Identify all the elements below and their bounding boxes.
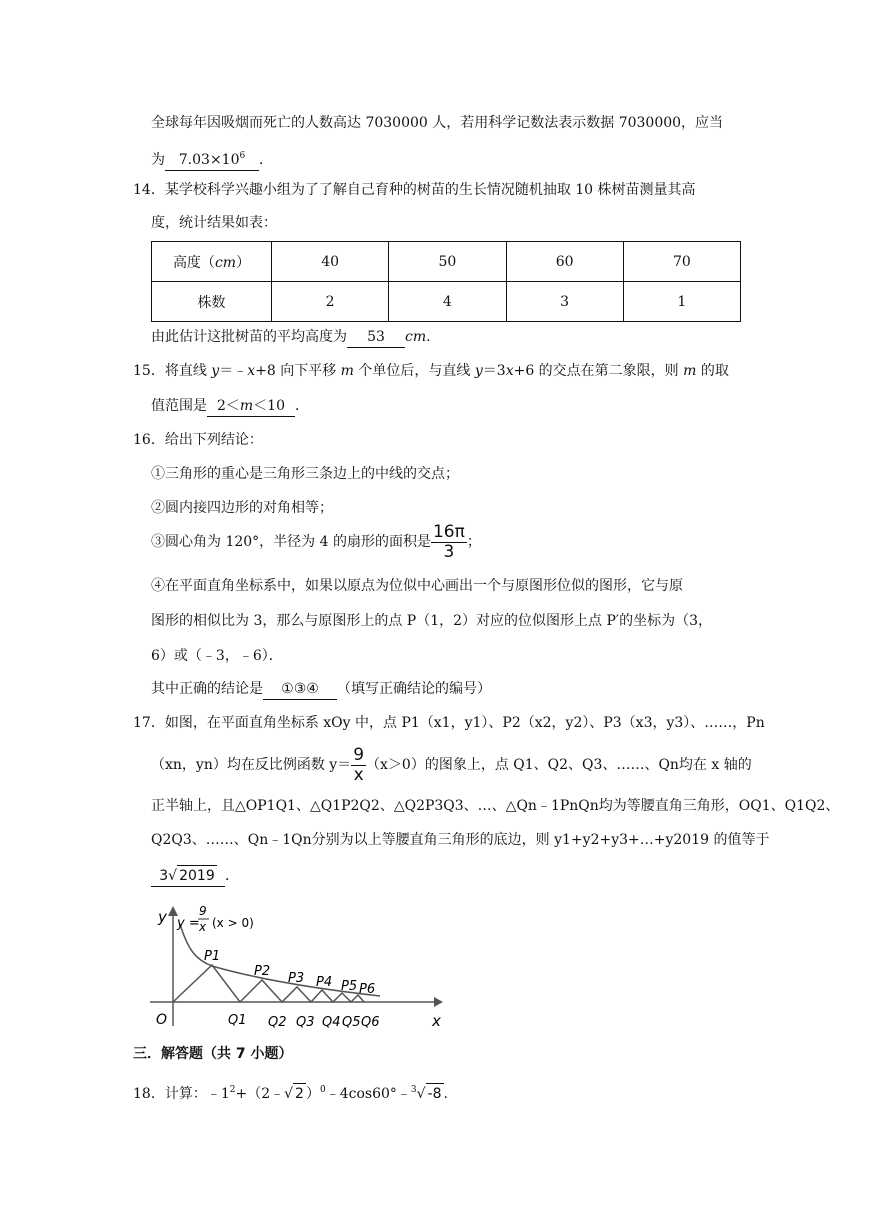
q15-line2: 值范围是 2＜m＜10 ． bbox=[151, 396, 309, 417]
label-p3: P3 bbox=[288, 971, 305, 986]
fraction-16pi-over-3: $\frac{16\pi}{3}$ bbox=[432, 521, 465, 562]
q13-pre: 为 bbox=[151, 152, 165, 168]
function-label: y = bbox=[177, 916, 200, 931]
function-cond: (x > 0) bbox=[212, 916, 254, 930]
x-axis-label: x bbox=[432, 1012, 441, 1030]
fraction-9-over-x: $\frac{9}{x}$ bbox=[353, 744, 365, 785]
q16-c2: ②圆内接四边形的对角相等； bbox=[151, 500, 333, 516]
q18: 18．计算：$﹣1^2+(2﹣√$ 2 ）$^0$﹣4cos60°﹣$^3$√ -8 . bbox=[133, 1085, 448, 1102]
table-cell: 60 bbox=[506, 242, 623, 282]
q16-c4-l1: ④在平面直角坐标系中，如果以原点为位似中心画出一个与原图形位似的图形，它与原 bbox=[151, 578, 683, 594]
q16-intro: 16．给出下列结论： bbox=[133, 432, 263, 448]
label-q1: Q1 bbox=[228, 1013, 247, 1028]
table-cell: 50 bbox=[389, 242, 506, 282]
q16-c3: ③圆心角为 120°，半径为 4 的扇形的面积是 $\frac{16\pi}{3}$ ； bbox=[151, 521, 481, 562]
q16-conclusion: 其中正确的结论是 ①③④ （填写正确结论的编号） bbox=[151, 679, 491, 700]
q15-line1: 15．将直线 y＝﹣x+8 向下平移 m 个单位后，与直线 y＝3x+6 的交点在第二象限，则 m 的取 bbox=[133, 363, 729, 379]
q16-c4-l3: 6）或（﹣3，﹣6）． bbox=[151, 648, 283, 664]
q15-answer: 2＜m＜10 bbox=[207, 396, 295, 417]
section-title: 三．解答题（共 7 小题） bbox=[133, 1046, 293, 1062]
q17-answer: 3√ 2019 bbox=[151, 865, 225, 887]
q17-l3: 正半轴上，且△OP1Q1、△Q1P2Q2、△Q2P3Q3、…、△Qn﹣1PnQn均为等腰直角三角形，OQ1、Q1Q2、 bbox=[151, 798, 840, 814]
label-p1: P1 bbox=[204, 949, 221, 964]
label-q2: Q2 bbox=[268, 1015, 287, 1030]
q13-post: ． bbox=[259, 152, 273, 168]
q14-answer: 53 bbox=[347, 327, 405, 348]
q14-result: 由此估计这批树苗的平均高度为 53 cm. bbox=[151, 327, 431, 348]
label-q6: Q6 bbox=[361, 1015, 380, 1030]
sqrt-2: 2 bbox=[293, 1083, 306, 1104]
q17-figure bbox=[150, 900, 450, 1032]
table-cell: 2 bbox=[272, 282, 389, 322]
x-axis-arrow bbox=[434, 997, 443, 1007]
q16-answer: ①③④ bbox=[263, 679, 337, 700]
table-header-count: 株数 bbox=[152, 282, 272, 322]
table-header-height: 高度（cm） bbox=[152, 242, 272, 282]
y-axis-arrow bbox=[168, 906, 178, 916]
table-row bbox=[152, 282, 741, 322]
q13-answer: $7.03\times 10^6$ bbox=[165, 146, 259, 171]
q17-l2: （xn，yn）均在反比例函数 y＝ $\frac{9}{x}$ （x＞0）的图象上，点 Q1、Q2、Q3、……、Qn均在 x 轴的 bbox=[151, 744, 752, 785]
origin-label: O bbox=[156, 1012, 168, 1028]
q16-c4-l2: 图形的相似比为 3，那么与原图形上的点 P（1，2）对应的位似图形上点 P′的坐标为（3， bbox=[151, 613, 712, 629]
table-row bbox=[152, 242, 741, 282]
table-cell: 70 bbox=[623, 242, 740, 282]
function-num: 9 bbox=[199, 904, 207, 918]
label-p6: P6 bbox=[359, 982, 376, 997]
cbrt-neg8: -8 bbox=[426, 1083, 444, 1104]
q17-answer-line: 3√ 2019 ． bbox=[151, 865, 239, 887]
label-q5: Q5 bbox=[342, 1015, 361, 1030]
q14-line2: 度，统计结果如表： bbox=[151, 215, 277, 231]
y-axis-label: y bbox=[158, 908, 167, 926]
function-den: x bbox=[199, 920, 207, 934]
q13-line1: 全球每年因吸烟而死亡的人数高达 7030000 人，若用科学记数法表示数据 7030000，应当 bbox=[151, 115, 724, 131]
label-p5: P5 bbox=[341, 979, 358, 994]
label-p2: P2 bbox=[254, 964, 271, 979]
label-p4: P4 bbox=[316, 975, 333, 990]
q16-c1: ①三角形的重心是三角形三条边上的中线的交点； bbox=[151, 466, 459, 482]
table-cell: 3 bbox=[506, 282, 623, 322]
q17-l1: 17．如图，在平面直角坐标系 xOy 中，点 P1（x1，y1）、P2（x2，y2）、P3（x3，y3）、……，Pn bbox=[133, 715, 765, 731]
label-q4: Q4 bbox=[322, 1015, 341, 1030]
table-cell: 4 bbox=[389, 282, 506, 322]
q14-line1: 14．某学校科学兴趣小组为了了解自己育种的树苗的生长情况随机抽取 10 株树苗测量其高 bbox=[133, 182, 696, 198]
q13-line2 bbox=[151, 146, 273, 171]
height-table bbox=[151, 241, 741, 322]
table-cell: 40 bbox=[272, 242, 389, 282]
table-cell: 1 bbox=[623, 282, 740, 322]
label-q3: Q3 bbox=[296, 1015, 315, 1030]
q17-l4: Q2Q3、……、Qn﹣1Qn分别为以上等腰直角三角形的底边，则 y1+y2+y3+…+y2019 的值等于 bbox=[151, 832, 770, 848]
